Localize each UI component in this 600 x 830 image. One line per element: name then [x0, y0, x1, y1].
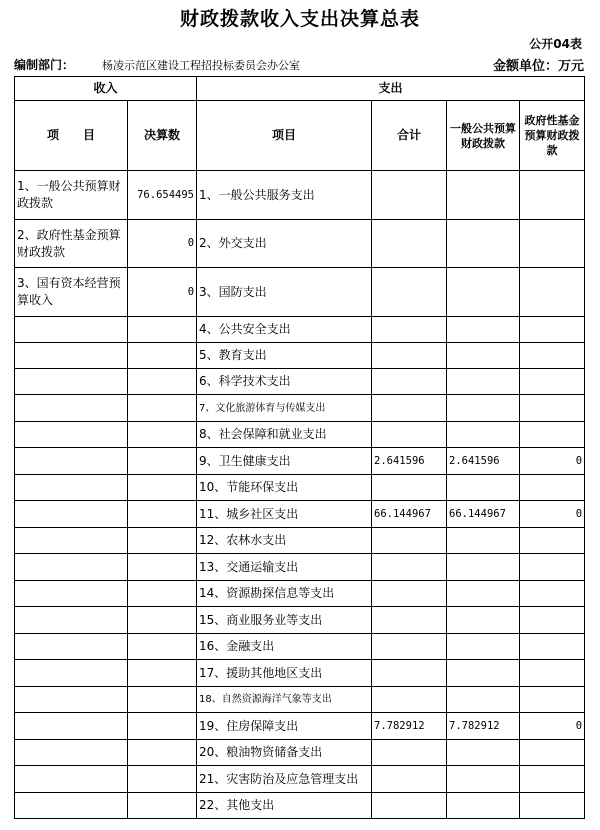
expense-item-cell: 13、交通运输支出: [197, 554, 372, 581]
table-row: [15, 268, 585, 317]
general-budget-cell: [447, 343, 520, 369]
income-amount-cell: [128, 634, 197, 660]
table-row: [15, 422, 585, 448]
income-item-cell: [15, 422, 128, 448]
income-amount-cell: [128, 607, 197, 634]
expense-header: 支出: [197, 77, 585, 101]
fund-budget-cell: 0: [520, 713, 585, 740]
total-cell: [372, 369, 447, 395]
income-amount-cell: [128, 740, 197, 766]
income-item-cell: [15, 448, 128, 475]
general-budget-cell: 2.641596: [447, 448, 520, 475]
col-final: 决算数: [128, 101, 197, 171]
fund-budget-cell: [520, 607, 585, 634]
income-amount-cell: [128, 343, 197, 369]
general-budget-cell: [447, 317, 520, 343]
fund-budget-cell: [520, 268, 585, 317]
income-amount-cell: [128, 554, 197, 581]
total-cell: [372, 317, 447, 343]
total-cell: [372, 793, 447, 819]
expense-item-cell: 5、教育支出: [197, 343, 372, 369]
expense-item-cell: 11、城乡社区支出: [197, 501, 372, 528]
expense-item-cell: 20、粮油物资储备支出: [197, 740, 372, 766]
general-budget-cell: [447, 660, 520, 687]
income-amount-cell: [128, 660, 197, 687]
fund-budget-cell: [520, 581, 585, 607]
general-budget-cell: [447, 528, 520, 554]
total-cell: [372, 607, 447, 634]
general-budget-cell: [447, 793, 520, 819]
general-budget-cell: [447, 766, 520, 793]
fund-budget-cell: [520, 793, 585, 819]
income-item-cell: [15, 607, 128, 634]
table-row: [15, 343, 585, 369]
income-header: 收入: [15, 77, 197, 101]
form-number: 公开04表: [529, 37, 582, 51]
expense-item-cell: 15、商业服务业等支出: [197, 607, 372, 634]
table-row: [15, 220, 585, 268]
income-amount-cell: [128, 687, 197, 713]
table-row: [15, 607, 585, 634]
general-budget-cell: [447, 475, 520, 501]
total-cell: [372, 766, 447, 793]
general-budget-cell: [447, 554, 520, 581]
total-cell: [372, 171, 447, 220]
income-amount-cell: [128, 528, 197, 554]
income-amount-cell: 0: [128, 268, 197, 317]
page-title: 财政拨款收入支出决算总表: [179, 8, 420, 30]
general-budget-cell: [447, 171, 520, 220]
col-fund: 政府性基金预算财政拨款: [520, 101, 585, 171]
section-header-row: [15, 77, 585, 101]
income-amount-cell: [128, 713, 197, 740]
col-item: 项 目: [15, 101, 128, 171]
income-item-cell: 3、国有资本经营预算收入: [15, 268, 128, 317]
income-amount-cell: [128, 395, 197, 422]
col-exp-item: 项目: [197, 101, 372, 171]
income-item-cell: [15, 554, 128, 581]
fund-budget-cell: [520, 343, 585, 369]
income-amount-cell: [128, 581, 197, 607]
general-budget-cell: [447, 607, 520, 634]
fund-budget-cell: [520, 528, 585, 554]
income-item-cell: [15, 475, 128, 501]
expense-item-cell: 10、节能环保支出: [197, 475, 372, 501]
fund-budget-cell: [520, 369, 585, 395]
general-budget-cell: [447, 369, 520, 395]
total-cell: [372, 634, 447, 660]
expense-item-cell: 18、自然资源海洋气象等支出: [197, 687, 372, 713]
income-item-cell: [15, 740, 128, 766]
income-item-cell: 2、政府性基金预算财政拨款: [15, 220, 128, 268]
expense-item-cell: 22、其他支出: [197, 793, 372, 819]
income-item-cell: [15, 793, 128, 819]
table-row: [15, 448, 585, 475]
expense-item-cell: 21、灾害防治及应急管理支出: [197, 766, 372, 793]
table-row: [15, 634, 585, 660]
expense-item-cell: 19、住房保障支出: [197, 713, 372, 740]
expense-item-cell: 7、文化旅游体育与传媒支出: [197, 395, 372, 422]
amount-unit: 金额单位：万元: [492, 59, 584, 74]
budget-table: [14, 76, 585, 819]
income-item-cell: [15, 634, 128, 660]
income-amount-cell: [128, 766, 197, 793]
fund-budget-cell: [520, 171, 585, 220]
general-budget-cell: [447, 634, 520, 660]
col-total: 合计: [372, 101, 447, 171]
total-cell: [372, 268, 447, 317]
expense-item-cell: 17、援助其他地区支出: [197, 660, 372, 687]
table-row: [15, 581, 585, 607]
expense-item-cell: 16、金融支出: [197, 634, 372, 660]
fund-budget-cell: [520, 422, 585, 448]
fund-budget-cell: [520, 395, 585, 422]
fund-budget-cell: [520, 660, 585, 687]
fund-budget-cell: [520, 554, 585, 581]
total-cell: [372, 395, 447, 422]
col-general: 一般公共预算财政拨款: [447, 101, 520, 171]
general-budget-cell: 7.782912: [447, 713, 520, 740]
general-budget-cell: [447, 422, 520, 448]
total-cell: [372, 740, 447, 766]
fund-budget-cell: [520, 687, 585, 713]
total-cell: [372, 581, 447, 607]
income-item-cell: [15, 581, 128, 607]
income-amount-cell: [128, 369, 197, 395]
income-item-cell: [15, 660, 128, 687]
fund-budget-cell: [520, 740, 585, 766]
table-row: [15, 501, 585, 528]
expense-item-cell: 9、卫生健康支出: [197, 448, 372, 475]
income-item-cell: [15, 395, 128, 422]
fund-budget-cell: 0: [520, 501, 585, 528]
income-item-cell: 1、一般公共预算财政拨款: [15, 171, 128, 220]
general-budget-cell: [447, 581, 520, 607]
income-item-cell: [15, 317, 128, 343]
expense-item-cell: 4、公共安全支出: [197, 317, 372, 343]
table-row: [15, 369, 585, 395]
fund-budget-cell: [520, 220, 585, 268]
total-cell: [372, 220, 447, 268]
total-cell: [372, 343, 447, 369]
table-row: [15, 475, 585, 501]
income-item-cell: [15, 528, 128, 554]
total-cell: [372, 422, 447, 448]
fund-budget-cell: [520, 634, 585, 660]
income-amount-cell: 76.654495: [128, 171, 197, 220]
table-row: [15, 528, 585, 554]
general-budget-cell: 66.144967: [447, 501, 520, 528]
expense-item-cell: 2、外交支出: [197, 220, 372, 268]
income-item-cell: [15, 766, 128, 793]
table-row: [15, 171, 585, 220]
total-cell: 7.782912: [372, 713, 447, 740]
fund-budget-cell: 0: [520, 448, 585, 475]
income-item-cell: [15, 713, 128, 740]
total-cell: [372, 554, 447, 581]
expense-item-cell: 8、社会保障和就业支出: [197, 422, 372, 448]
unit-label: 编制部门：: [14, 58, 75, 72]
table-row: [15, 317, 585, 343]
income-item-cell: [15, 687, 128, 713]
table-row: [15, 740, 585, 766]
total-cell: [372, 687, 447, 713]
table-row: [15, 713, 585, 740]
table-row: [15, 687, 585, 713]
expense-item-cell: 6、科学技术支出: [197, 369, 372, 395]
income-amount-cell: [128, 448, 197, 475]
income-amount-cell: [128, 422, 197, 448]
general-budget-cell: [447, 740, 520, 766]
fund-budget-cell: [520, 317, 585, 343]
income-amount-cell: [128, 793, 197, 819]
fund-budget-cell: [520, 766, 585, 793]
income-item-cell: [15, 501, 128, 528]
general-budget-cell: [447, 220, 520, 268]
table-row: [15, 395, 585, 422]
table-row: [15, 554, 585, 581]
income-amount-cell: [128, 501, 197, 528]
income-amount-cell: [128, 317, 197, 343]
general-budget-cell: [447, 395, 520, 422]
expense-item-cell: 12、农林水支出: [197, 528, 372, 554]
total-cell: 66.144967: [372, 501, 447, 528]
income-amount-cell: 0: [128, 220, 197, 268]
total-cell: [372, 528, 447, 554]
income-item-cell: [15, 343, 128, 369]
total-cell: [372, 660, 447, 687]
total-cell: [372, 475, 447, 501]
general-budget-cell: [447, 268, 520, 317]
general-budget-cell: [447, 687, 520, 713]
income-amount-cell: [128, 475, 197, 501]
table-row: [15, 660, 585, 687]
income-item-cell: [15, 369, 128, 395]
expense-item-cell: 3、国防支出: [197, 268, 372, 317]
total-cell: 2.641596: [372, 448, 447, 475]
table-row: [15, 793, 585, 819]
table-row: [15, 766, 585, 793]
unit-name: 杨凌示范区建设工程招投标委员会办公室: [102, 59, 300, 72]
column-header-row: [15, 101, 585, 171]
fund-budget-cell: [520, 475, 585, 501]
expense-item-cell: 1、一般公共服务支出: [197, 171, 372, 220]
expense-item-cell: 14、资源勘探信息等支出: [197, 581, 372, 607]
